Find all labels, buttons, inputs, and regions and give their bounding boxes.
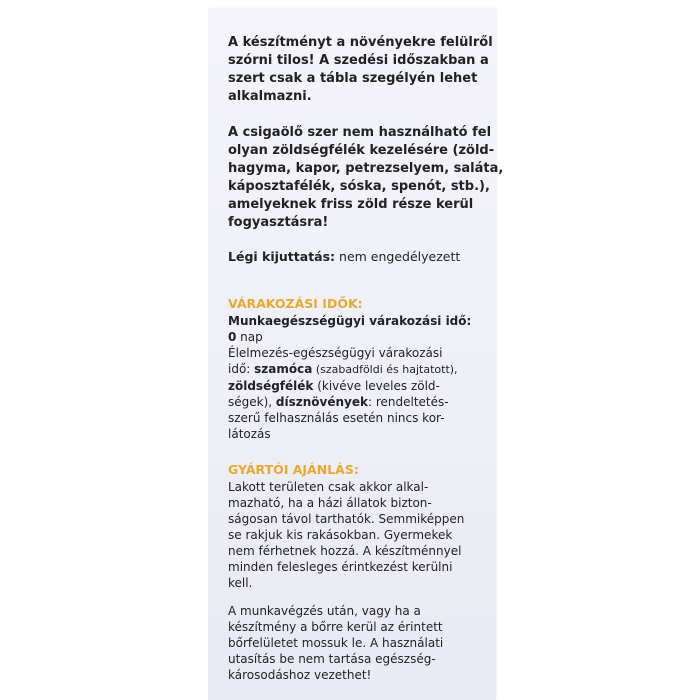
text-line: A készítményt a növényekre felülről: [228, 35, 493, 50]
manufacturer-paragraph-1: [228, 479, 490, 591]
text-line: amelyeknek friss zöld része kerül: [228, 197, 474, 212]
text-line: utasítás be nem tartása egészség-: [228, 652, 436, 666]
manufacturer-title: GYÁRTÓI AJÁNLÁS:: [228, 462, 359, 477]
text-line: Élelmezés-egészségügyi várakozási: [228, 346, 443, 360]
text-line: látozás: [228, 427, 271, 441]
vegetables-term: zöldségfélék: [228, 379, 314, 393]
text-line: se rakjuk kis rakásokban. Gyermekek: [228, 528, 453, 542]
work-health-value: [228, 329, 490, 345]
aerial-value: nem engedélyezett: [335, 249, 461, 264]
food-prefix-2: ségek),: [228, 395, 276, 409]
manufacturer-paragraph-2: [228, 603, 490, 683]
text-line: Lakott területen csak akkor alkal-: [228, 480, 429, 494]
aerial-label: Légi kijuttatás:: [228, 249, 336, 264]
text-line: bőrfelületet mossuk le. A használati: [228, 636, 444, 650]
spray-warning: [228, 34, 493, 106]
text-line: készítmény a bőrre kerül az érintett: [228, 620, 443, 634]
text-line: alkalmazni.: [228, 89, 312, 104]
text-line: kell.: [228, 576, 253, 590]
vegetable-restriction: [228, 124, 504, 232]
ornamentals-term: dísznövények: [275, 395, 368, 409]
work-health-label: Munkaegészségügyi várakozási idő:: [228, 314, 472, 328]
text-line: szerű felhasználás esetén nincs kor-: [228, 411, 445, 425]
text-line: fogyasztásra!: [228, 215, 329, 230]
work-health-number: 0: [228, 330, 237, 344]
ornamentals-note: : rendeltetés-: [367, 395, 449, 409]
strawberry-term: szamóca: [254, 362, 313, 376]
text-line: minden felesleges érintkezést kerülni: [228, 560, 453, 574]
text-line: A munkavégzés után, vagy ha a: [228, 604, 421, 618]
strawberry-note: (szabadföldi és hajtatott),: [312, 363, 458, 376]
aerial-application: [228, 248, 490, 265]
waiting-periods-title: VÁRAKOZÁSI IDŐK:: [228, 296, 363, 311]
vegetables-note: (kivéve leveles zöld-: [313, 379, 440, 393]
text-line: nem férhetnek hozzá. A készítménnyel: [228, 544, 462, 558]
text-line: [228, 394, 490, 410]
text-line: ságosan távol tarthatók. Semmiképpen: [228, 512, 465, 526]
text-line: károsodáshoz vezethet!: [228, 668, 372, 682]
text-line: szórni tilos! A szedési időszakban a: [228, 53, 489, 68]
text-line: [228, 361, 490, 378]
text-line: szert csak a tábla szegélyén lehet: [228, 71, 478, 86]
work-health-unit: nap: [236, 330, 263, 344]
text-line: káposztafélék, sóska, spenót, stb.),: [228, 179, 490, 194]
text-line: A csigaölő szer nem használható fel: [228, 125, 492, 140]
waiting-periods: [228, 313, 490, 442]
text-line: [228, 378, 490, 394]
text-line: mazható, ha a házi állatok bizton-: [228, 496, 432, 510]
text-line: hagyma, kapor, petrezselyem, saláta,: [228, 161, 504, 176]
text-line: olyan zöldségfélék kezelésére (zöld-: [228, 143, 495, 158]
food-prefix: idő:: [228, 362, 255, 376]
